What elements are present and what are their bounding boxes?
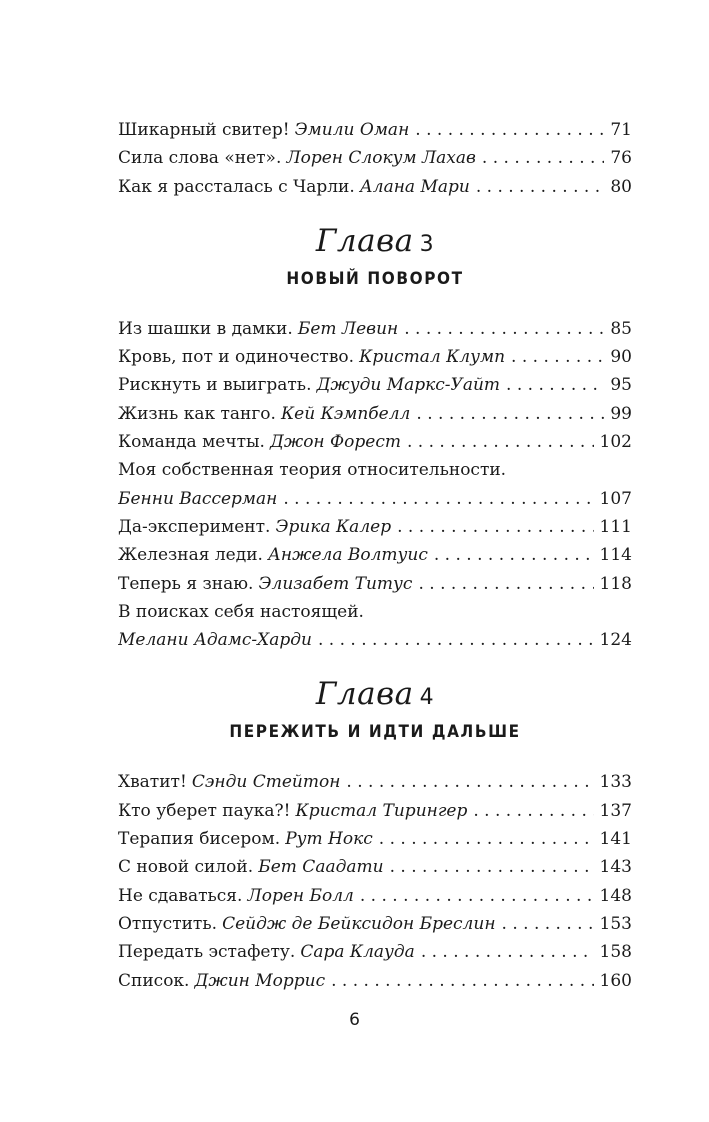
entry-page: 99: [610, 403, 632, 424]
entry-page: 153: [599, 913, 632, 934]
entry-page: 158: [599, 942, 632, 963]
toc-entry: [118, 797, 632, 825]
entry-author: Анжела Волтуис: [268, 545, 428, 566]
entry-author: Элизабет Титус: [258, 573, 413, 594]
entry-title: Сила слова «нет».: [118, 148, 282, 169]
entry-page: 141: [599, 829, 632, 850]
entry-author: Кристал Клумп: [359, 347, 506, 368]
toc-entry-title-line: [118, 456, 632, 484]
toc-entry: [118, 343, 632, 371]
toc-entry-author-line: [118, 626, 632, 654]
entry-page: 90: [610, 347, 632, 368]
entry-author: Лорен Болл: [247, 885, 354, 906]
toc-entry: [118, 541, 632, 569]
entry-title: Шикарный свитер!: [118, 120, 290, 140]
entry-author: Рут Нокс: [285, 829, 373, 850]
entry-title: Да-эксперимент.: [118, 516, 271, 537]
entry-page: 137: [599, 800, 632, 821]
toc-entry: [118, 513, 632, 541]
toc-entry: [118, 882, 632, 910]
chapter-title: НОВЫЙ ПОВОРОТ: [286, 268, 464, 289]
toc-entry: [118, 144, 632, 172]
entry-title: Кровь, пот и одиночество.: [118, 347, 355, 368]
entry-page: 124: [599, 630, 632, 651]
entry-author: Алана Мари: [359, 176, 470, 197]
entry-title: Железная леди.: [118, 545, 263, 566]
dot-leader: [346, 768, 593, 796]
toc-section-continued: [118, 116, 632, 201]
toc-entry: [118, 400, 632, 428]
entry-title: Список.: [118, 970, 190, 991]
toc-entry: [118, 315, 632, 343]
dot-leader: [407, 428, 594, 456]
entry-page: 71: [610, 120, 632, 140]
chapter-label: Глава: [315, 222, 414, 259]
entry-title: Хватит!: [118, 772, 187, 793]
toc-entry: [118, 910, 632, 938]
dot-leader: [318, 626, 594, 654]
entry-title: С новой силой.: [118, 857, 254, 878]
dot-leader: [434, 541, 594, 569]
toc-entry: [118, 428, 632, 456]
dot-leader: [421, 938, 594, 966]
entry-page: 148: [599, 885, 632, 906]
toc-section-chapter-3: [118, 315, 632, 655]
toc-entry: [118, 173, 632, 201]
entry-page: 133: [599, 772, 632, 793]
dot-leader: [482, 144, 604, 172]
entry-title: Терапия бисером.: [118, 829, 281, 850]
entry-title: Не сдаваться.: [118, 885, 243, 906]
dot-leader: [415, 116, 604, 144]
dot-leader: [502, 910, 594, 938]
dot-leader: [379, 825, 594, 853]
entry-page: 160: [599, 970, 632, 991]
entry-title: Моя собственная теория относительности.: [118, 460, 507, 481]
entry-author: Лорен Слокум Лахав: [286, 148, 476, 169]
dot-leader: [331, 967, 593, 995]
entry-title: Как я рассталась с Чарли.: [118, 176, 355, 197]
entry-author: Кристал Тирингер: [295, 800, 468, 821]
dot-leader: [404, 315, 604, 343]
entry-author: Сейдж де Бейксидон Бреслин: [222, 913, 496, 934]
entry-page: 85: [610, 318, 632, 339]
entry-title: Рискнуть и выиграть.: [118, 375, 312, 396]
entry-title: Команда мечты.: [118, 432, 265, 453]
entry-author: Эрика Калер: [275, 516, 392, 537]
toc-entry: [118, 967, 632, 995]
toc-entry: [118, 371, 632, 399]
toc-section-chapter-4: [118, 768, 632, 994]
dot-leader: [416, 400, 604, 428]
toc-entry: [118, 768, 632, 796]
entry-author: Бет Саадати: [258, 857, 384, 878]
dot-leader: [506, 371, 604, 399]
table-of-contents: [118, 116, 632, 995]
entry-page: 76: [610, 148, 632, 169]
dot-leader: [360, 882, 594, 910]
entry-page: 107: [599, 488, 632, 509]
dot-leader: [511, 343, 604, 371]
entry-author: Мелани Адамс-Харди: [118, 630, 312, 651]
entry-author: Джин Моррис: [194, 970, 326, 991]
chapter-heading-4: [118, 676, 632, 746]
entry-page: 143: [599, 857, 632, 878]
entry-author: Кей Кэмпбелл: [281, 403, 411, 424]
chapter-label: Глава: [315, 676, 414, 713]
entry-title: Из шашки в дамки.: [118, 318, 293, 339]
entry-author: Бенни Вассерман: [118, 488, 278, 509]
dot-leader: [418, 570, 593, 598]
dot-leader: [476, 173, 605, 201]
entry-page: 95: [610, 375, 632, 396]
entry-author: Джуди Маркс-Уайт: [316, 375, 501, 396]
entry-title: Теперь я знаю.: [118, 573, 254, 594]
entry-title: В поисках себя настоящей.: [118, 601, 364, 622]
entry-page: 80: [610, 176, 632, 197]
entry-author: Сара Клауда: [300, 942, 415, 963]
entry-author: Сэнди Стейтон: [191, 772, 341, 793]
toc-entry: [118, 938, 632, 966]
toc-entry-title-line: [118, 598, 632, 626]
dot-leader: [283, 485, 593, 513]
toc-entry-author-line: [118, 485, 632, 513]
dot-leader: [473, 797, 593, 825]
toc-entry: [118, 853, 632, 881]
entry-page: 102: [599, 432, 632, 453]
chapter-number: 4: [419, 685, 435, 711]
entry-title: Отпустить.: [118, 913, 217, 934]
dot-leader: [390, 853, 594, 881]
entry-title: Жизнь как танго.: [118, 403, 276, 424]
entry-author: Эмили Оман: [294, 120, 410, 140]
page-number: 6: [349, 1010, 360, 1030]
entry-page: 111: [599, 516, 632, 537]
chapter-title: ПЕРЕЖИТЬ И ИДТИ ДАЛЬШЕ: [229, 722, 521, 743]
dot-leader: [397, 513, 593, 541]
chapter-number: 3: [419, 231, 435, 257]
chapter-heading-3: [118, 223, 632, 293]
entry-title: Кто уберет паука?!: [118, 800, 291, 821]
entry-author: Бет Левин: [297, 318, 399, 339]
entry-page: 114: [599, 545, 632, 566]
toc-entry: [118, 116, 632, 144]
toc-entry: [118, 825, 632, 853]
entry-title: Передать эстафету.: [118, 942, 296, 963]
entry-author: Джон Форест: [270, 432, 401, 453]
entry-page: 118: [599, 573, 632, 594]
toc-entry: [118, 570, 632, 598]
